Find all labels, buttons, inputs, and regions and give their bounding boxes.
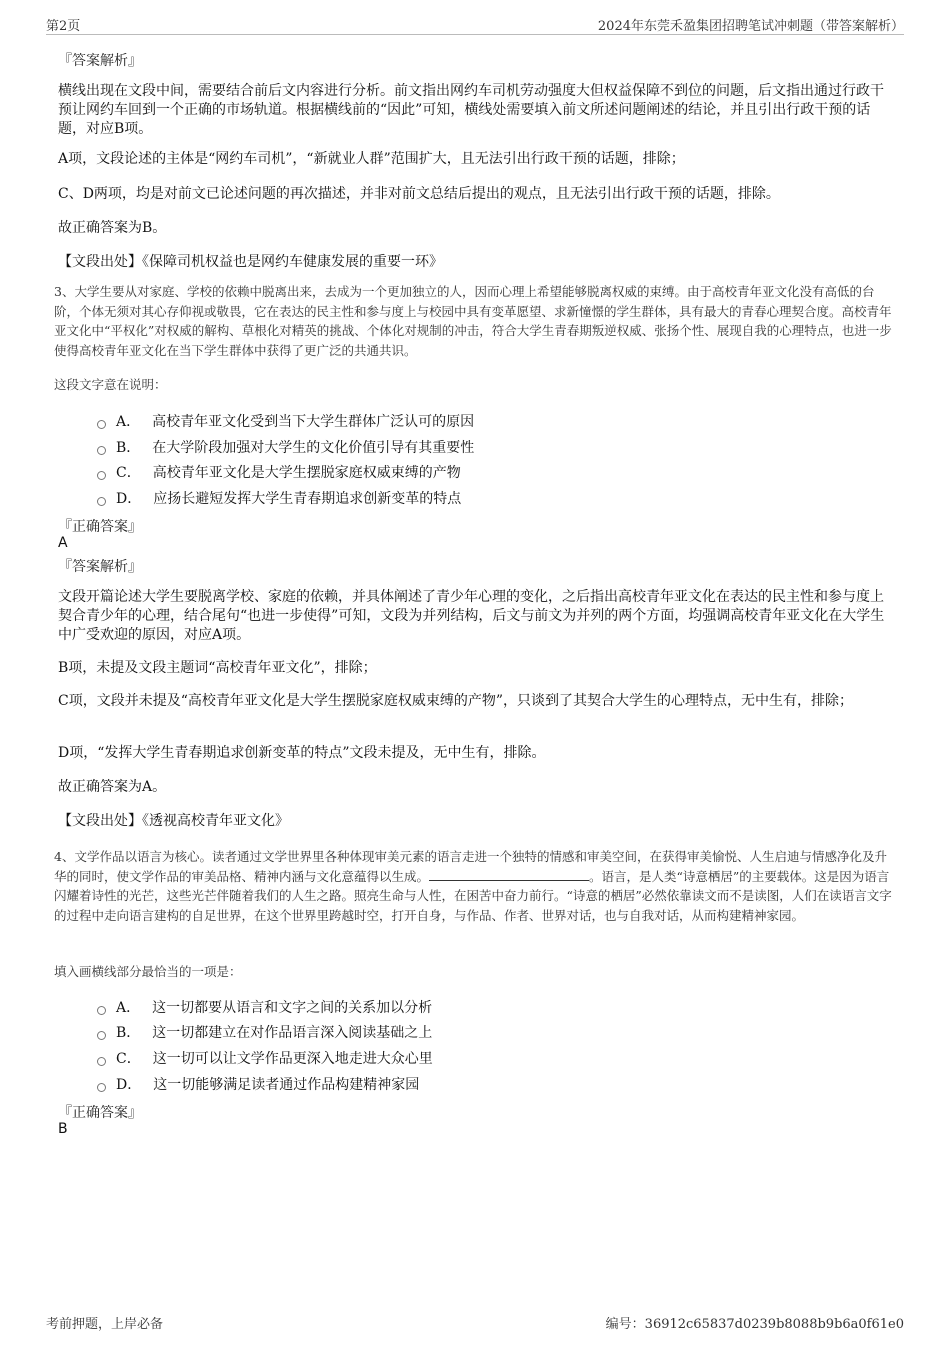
answer-analysis-label: 『答案解析』 bbox=[58, 53, 142, 69]
analysis-paragraph: C项，文段并未提及“高校青年亚文化是大学生摆脱家庭权威束缚的产物”，只谈到了其契合大学生的心理特点，无中生有，排除； bbox=[58, 693, 854, 709]
page-number: 第2页 bbox=[46, 19, 81, 34]
analysis-paragraph: A项，文段论述的主体是“网约车司机”，“新就业人群”范围扩大，且无法引出行政干预的话题，排除； bbox=[58, 151, 685, 167]
correct-answer-label: 『正确答案』 bbox=[58, 1105, 142, 1121]
option-b[interactable]: B． 在大学阶段加强对大学生的文化价值引导有其重要性 bbox=[97, 437, 474, 457]
option-c[interactable]: C． 高校青年亚文化是大学生摆脱家庭权威束缚的产物 bbox=[97, 462, 461, 482]
footer-slogan: 考前押题，上岸必备 bbox=[46, 1317, 164, 1332]
analysis-paragraph: D项，“发挥大学生青春期追求创新变革的特点”文段未提及，无中生有，排除。 bbox=[58, 745, 546, 761]
option-a[interactable]: A． 高校青年亚文化受到当下大学生群体广泛认可的原因 bbox=[97, 411, 474, 431]
page-footer bbox=[46, 1313, 904, 1331]
correct-answer: A bbox=[58, 535, 68, 551]
answer-analysis-label: 『答案解析』 bbox=[58, 559, 142, 575]
option-a[interactable]: A． 这一切都要从语言和文字之间的关系加以分析 bbox=[97, 997, 432, 1017]
analysis-paragraph: 文段开篇论述大学生要脱离学校、家庭的依赖，并具体阐述了青少年心理的变化，之后指出高校青年亚文化在表达的民主性和参与度上契合青少年的心理，结合尾句“也进一步使得”可知，文段为并列结构，后文与前文为并列的两个方面，均强调高校青年亚文化在大学生中广受欢迎的原因，对应A项。 bbox=[58, 589, 885, 643]
analysis-paragraph: 故正确答案为B。 bbox=[58, 220, 167, 236]
document-id: 编号：36912c65837d0239b8088b9b6a0f61e0 bbox=[605, 1317, 904, 1332]
radio-icon[interactable] bbox=[97, 1083, 106, 1092]
correct-answer-label: 『正确答案』 bbox=[58, 519, 142, 535]
document-title: 2024年东莞禾盈集团招聘笔试冲刺题（带答案解析） bbox=[597, 19, 904, 34]
option-b[interactable]: B． 这一切都建立在对作品语言深入阅读基础之上 bbox=[97, 1022, 432, 1042]
radio-icon[interactable] bbox=[97, 1031, 106, 1040]
radio-icon[interactable] bbox=[97, 420, 106, 429]
option-d[interactable]: D． 应扬长避短发挥大学生青春期追求创新变革的特点 bbox=[97, 488, 461, 508]
radio-icon[interactable] bbox=[97, 471, 106, 480]
radio-icon[interactable] bbox=[97, 1006, 106, 1015]
option-d[interactable]: D． 这一切能够满足读者通过作品构建精神家园 bbox=[97, 1074, 419, 1094]
analysis-paragraph: B项，未提及文段主题词“高校青年亚文化”，排除； bbox=[58, 660, 377, 676]
analysis-paragraph: 横线出现在文段中间，需要结合前后文内容进行分析。前文指出网约车司机劳动强度大但权益保障不到位的问题，后文指出通过行政干预让网约车回到一个正确的市场轨道。根据横线前的“因此”可知，横线处需要填入前文所述问题阐述的结论，并且引出行政干预的话题，对应B项。 bbox=[58, 83, 884, 137]
fill-blank bbox=[429, 868, 589, 881]
correct-answer: B bbox=[58, 1121, 68, 1137]
question-4-text: 4、文学作品以语言为核心。读者通过文学世界里各种体现审美元素的语言走进一个独特的情感和审美空间，在获得审美愉悦、人生启迪与情感净化及升华的同时，使文学作品的审美品格、精神内涵与文化意蕴得以生成。 。语言，是人类“诗意栖居”的主要载体。这是因为语言闪耀着诗性的光芒，这些光芒伴随着我们的人生之路。照亮生命与人性，在困苦中奋力前行。“诗意的栖居”必然依靠读文而不是读图，人们在读语言文字的过程中走向语言建构的自足世界，在这个世界里跨越时空，打开自身，与作品、作者、世界对话，也与自我对话，从而构建精神家园。 bbox=[54, 849, 892, 923]
page-header bbox=[46, 14, 904, 35]
analysis-paragraph: C、D两项，均是对前文已论述问题的再次描述，并非对前文总结后提出的观点，且无法引出行政干预的话题，排除。 bbox=[58, 186, 780, 202]
option-c[interactable]: C． 这一切可以让文学作品更深入地走进大众心里 bbox=[97, 1048, 433, 1068]
radio-icon[interactable] bbox=[97, 497, 106, 506]
question-3-text: 3、大学生要从对家庭、学校的依赖中脱离出来，去成为一个更加独立的人，因而心理上希望能够脱离权威的束缚。由于高校青年亚文化没有高低的台阶，个体无须对其心存仰视或敬畏，它在表达的民主性和参与度上与校园中具有变革愿望、求新憧憬的学生群体，具有最大的青春心理契合度。高校青年亚文化中“平权化”对权威的解构、草根化对精英的挑战、个体化对规制的冲击，符合大学生青春期叛逆权威、张扬个性、展现自我的心理特点，也进一步使得高校青年亚文化在当下学生群体中获得了更广泛的共通共识。 bbox=[54, 284, 892, 358]
question-4-instruction: 填入画横线部分最恰当的一项是： bbox=[54, 964, 242, 979]
analysis-paragraph: 故正确答案为A。 bbox=[58, 779, 167, 795]
source-citation: 【文段出处】《保障司机权益也是网约车健康发展的重要一环》 bbox=[58, 254, 443, 270]
radio-icon[interactable] bbox=[97, 446, 106, 455]
question-3-instruction: 这段文字意在说明： bbox=[54, 377, 167, 392]
source-citation: 【文段出处】《透视高校青年亚文化》 bbox=[58, 813, 289, 829]
radio-icon[interactable] bbox=[97, 1057, 106, 1066]
